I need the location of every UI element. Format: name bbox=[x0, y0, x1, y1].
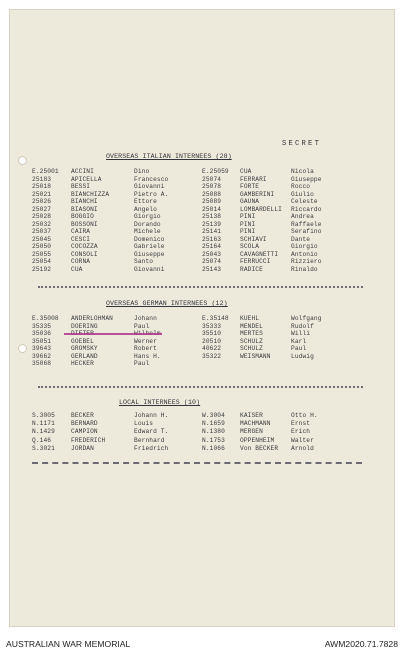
internee-given-name: Arnold bbox=[291, 444, 314, 452]
internee-given-name: Giuseppe bbox=[291, 175, 322, 183]
internee-number: W.3004 bbox=[202, 412, 225, 419]
internee-given-name: Giulio bbox=[291, 190, 314, 198]
internee-number: N.1753 bbox=[202, 436, 225, 444]
internee-surname: BIANCHI bbox=[71, 198, 98, 205]
internee-given-name: Louis bbox=[134, 420, 154, 428]
internee-given-name: Otto H. bbox=[291, 412, 318, 419]
internee-number: N.1380 bbox=[202, 428, 225, 436]
internee-given-name: Wolfgang bbox=[291, 315, 322, 322]
internee-number: 25088 bbox=[202, 190, 222, 198]
internee-number: 35068 bbox=[32, 360, 52, 367]
internee-given-name: Dorando bbox=[134, 220, 161, 228]
internee-surname: WEISMANN bbox=[240, 352, 271, 360]
internee-number: N.1659 bbox=[202, 420, 225, 428]
strikethrough-mark bbox=[64, 333, 162, 335]
internee-surname: CESCI bbox=[71, 235, 91, 243]
internee-number: 25055 bbox=[32, 250, 52, 258]
internee-number: 25043 bbox=[202, 250, 222, 258]
internee-given-name: Michele bbox=[134, 228, 161, 235]
internee-given-name: Paul bbox=[134, 360, 150, 367]
internee-given-name: Dante bbox=[291, 235, 311, 243]
internee-surname: FERRUCCI bbox=[240, 258, 271, 265]
internee-number: E.35008 bbox=[32, 315, 59, 322]
internee-number: 20510 bbox=[202, 337, 222, 345]
internee-given-name: Andrea bbox=[291, 213, 314, 220]
italian-heading: OVERSEAS ITALIAN INTERNEES (28) bbox=[106, 153, 232, 160]
internee-surname: LOMBARDELLI bbox=[240, 205, 282, 213]
internee-surname: BOSSONI bbox=[71, 220, 98, 228]
internee-number: 25054 bbox=[32, 258, 52, 265]
internee-given-name: Gabriele bbox=[134, 243, 165, 250]
footer-accession: AWM2020.71.7828 bbox=[324, 639, 398, 649]
internee-given-name: Willi bbox=[291, 330, 311, 337]
document-page bbox=[10, 10, 394, 626]
internee-surname: FERRARI bbox=[240, 175, 267, 183]
internee-surname: PINI bbox=[240, 213, 256, 220]
internee-number: 35333 bbox=[202, 322, 222, 330]
internee-number: 39643 bbox=[32, 345, 52, 352]
internee-given-name: Rudolf bbox=[291, 322, 314, 330]
internee-surname: FORTE bbox=[240, 183, 260, 190]
internee-surname: FREDERICH bbox=[71, 436, 106, 444]
internee-number: E.35148 bbox=[202, 315, 229, 322]
internee-given-name: Riccardo bbox=[291, 205, 322, 213]
internee-surname: CUA bbox=[240, 168, 252, 175]
internee-number: S.3021 bbox=[32, 444, 55, 452]
internee-surname: SCHULZ bbox=[240, 345, 263, 352]
footer-bar bbox=[0, 634, 404, 653]
internee-number: 35510 bbox=[202, 330, 222, 337]
internee-given-name: Hans H. bbox=[134, 352, 161, 360]
internee-given-name: Celeste bbox=[291, 198, 318, 205]
internee-number: 40622 bbox=[202, 345, 222, 352]
internee-given-name: Domenico bbox=[134, 235, 165, 243]
internee-surname: SCHULZ bbox=[240, 337, 263, 345]
internee-surname: BOGGIO bbox=[71, 213, 94, 220]
internee-number: 25143 bbox=[202, 265, 222, 273]
internee-surname: CUA bbox=[71, 265, 83, 273]
internee-given-name: Erich bbox=[291, 428, 311, 436]
internee-given-name: Rocco bbox=[291, 183, 311, 190]
internee-surname: GROMSKY bbox=[71, 345, 98, 352]
internee-given-name: Rinaldo bbox=[291, 265, 318, 273]
internee-number: 25192 bbox=[32, 265, 52, 273]
dotted-separator bbox=[38, 386, 363, 388]
internee-given-name: Ernst bbox=[291, 420, 311, 428]
internee-given-name: Giorgio bbox=[134, 213, 161, 220]
internee-number: 39662 bbox=[32, 352, 52, 360]
internee-number: 35322 bbox=[202, 352, 222, 360]
internee-given-name: Paul bbox=[291, 345, 307, 352]
internee-given-name: Edward T. bbox=[134, 428, 169, 436]
internee-given-name: Ettore bbox=[134, 198, 157, 205]
internee-given-name: Karl bbox=[291, 337, 307, 345]
internee-number: 25183 bbox=[32, 175, 52, 183]
internee-surname: KAISER bbox=[240, 412, 263, 419]
internee-surname: MERGEN bbox=[240, 428, 263, 436]
internee-surname: BIASONI bbox=[71, 205, 98, 213]
internee-number: S.3005 bbox=[32, 412, 55, 419]
internee-number: E.25059 bbox=[202, 168, 229, 175]
internee-surname: Von BECKER bbox=[240, 444, 279, 452]
internee-surname: CAIRA bbox=[71, 228, 91, 235]
internee-number: 25045 bbox=[32, 235, 52, 243]
internee-surname: PINI bbox=[240, 228, 256, 235]
internee-given-name: Dino bbox=[134, 168, 150, 175]
internee-surname: COCOZZA bbox=[71, 243, 98, 250]
internee-number: 25074 bbox=[202, 258, 222, 265]
internee-surname: MERTES bbox=[240, 330, 263, 337]
internee-surname: BERNARD bbox=[71, 420, 98, 428]
internee-number: 25089 bbox=[202, 198, 222, 205]
punch-hole bbox=[18, 156, 27, 165]
internee-surname: GAMBERINI bbox=[240, 190, 275, 198]
internee-surname: CONSOLI bbox=[71, 250, 98, 258]
internee-surname: CAMPION bbox=[71, 428, 98, 436]
internee-given-name: Paul bbox=[134, 322, 150, 330]
internee-surname: SCHIAVI bbox=[240, 235, 267, 243]
internee-surname: ACCINI bbox=[71, 168, 94, 175]
internee-number: 25018 bbox=[32, 183, 52, 190]
internee-surname: MACHMANN bbox=[240, 420, 271, 428]
internee-number: 25050 bbox=[32, 243, 52, 250]
internee-number: 25014 bbox=[202, 205, 222, 213]
internee-number: 25032 bbox=[32, 220, 52, 228]
internee-surname: DOERING bbox=[71, 322, 98, 330]
internee-number: 25078 bbox=[202, 183, 222, 190]
internee-surname: GERLAND bbox=[71, 352, 98, 360]
internee-number: E.25001 bbox=[32, 168, 59, 175]
internee-surname: RADICE bbox=[240, 265, 263, 273]
internee-surname: HECKER bbox=[71, 360, 94, 367]
german-heading: OVERSEAS GERMAN INTERNEES (12) bbox=[106, 300, 228, 307]
internee-given-name: Santo bbox=[134, 258, 154, 265]
internee-given-name: Friedrich bbox=[134, 444, 169, 452]
internee-surname: CAVAGNETTI bbox=[240, 250, 279, 258]
internee-given-name: Rizziero bbox=[291, 258, 322, 265]
internee-surname: OPPENHEIM bbox=[240, 436, 275, 444]
internee-given-name: Walter bbox=[291, 436, 314, 444]
punch-hole bbox=[18, 344, 27, 353]
internee-number: 25138 bbox=[202, 213, 222, 220]
internee-number: Q.146 bbox=[32, 436, 52, 444]
internee-surname: BESSI bbox=[71, 183, 91, 190]
internee-surname: GOEBEL bbox=[71, 337, 94, 345]
internee-number: 25027 bbox=[32, 205, 52, 213]
internee-surname: SCOLA bbox=[240, 243, 260, 250]
internee-given-name: Angelo bbox=[134, 205, 157, 213]
internee-surname: ANDERLOHMAN bbox=[71, 315, 113, 322]
internee-number: 25037 bbox=[32, 228, 52, 235]
internee-surname: JORDAN bbox=[71, 444, 94, 452]
internee-surname: BECKER bbox=[71, 412, 94, 419]
dotted-separator bbox=[38, 286, 363, 288]
footer-source: AUSTRALIAN WAR MEMORIAL bbox=[6, 639, 131, 649]
internee-given-name: Giuseppe bbox=[134, 250, 165, 258]
internee-number: N.1066 bbox=[202, 444, 225, 452]
internee-surname: BIANCHIZZA bbox=[71, 190, 110, 198]
internee-given-name: Werner bbox=[134, 337, 157, 345]
internee-given-name: Serafino bbox=[291, 228, 322, 235]
internee-number: N.1429 bbox=[32, 428, 55, 436]
internee-number: N.1171 bbox=[32, 420, 55, 428]
internee-number: 25074 bbox=[202, 175, 222, 183]
secret-classification: SECRET bbox=[282, 140, 322, 148]
internee-given-name: Pietro A. bbox=[134, 190, 169, 198]
internee-given-name: Nicola bbox=[291, 168, 314, 175]
internee-number: 25028 bbox=[32, 213, 52, 220]
internee-given-name: Johann bbox=[134, 315, 157, 322]
internee-surname: CORNA bbox=[71, 258, 91, 265]
internee-given-name: Ludwig bbox=[291, 352, 314, 360]
internee-given-name: Robert bbox=[134, 345, 157, 352]
internee-surname: APICELLA bbox=[71, 175, 102, 183]
internee-number: 25163 bbox=[202, 235, 222, 243]
internee-given-name: Johann H. bbox=[134, 412, 169, 419]
internee-given-name: Raffaele bbox=[291, 220, 322, 228]
internee-number: 35036 bbox=[32, 330, 52, 337]
internee-given-name: Giorgio bbox=[291, 243, 318, 250]
internee-number: 25164 bbox=[202, 243, 222, 250]
internee-surname: PINI bbox=[240, 220, 256, 228]
internee-number: 25141 bbox=[202, 228, 222, 235]
internee-surname: KUEHL bbox=[240, 315, 260, 322]
internee-surname: MENDEL bbox=[240, 322, 263, 330]
internee-given-name: Giovanni bbox=[134, 183, 165, 190]
internee-given-name: Francesco bbox=[134, 175, 169, 183]
internee-number: 35051 bbox=[32, 337, 52, 345]
dotted-separator bbox=[32, 462, 362, 464]
internee-number: 25139 bbox=[202, 220, 222, 228]
internee-surname: GAUNA bbox=[240, 198, 260, 205]
internee-given-name: Giovanni bbox=[134, 265, 165, 273]
local-heading: LOCAL INTERNEES (10) bbox=[119, 399, 201, 406]
internee-given-name: Antonio bbox=[291, 250, 318, 258]
internee-number: 25021 bbox=[32, 190, 52, 198]
internee-number: 35335 bbox=[32, 322, 52, 330]
internee-number: 25026 bbox=[32, 198, 52, 205]
internee-given-name: Bernhard bbox=[134, 436, 165, 444]
